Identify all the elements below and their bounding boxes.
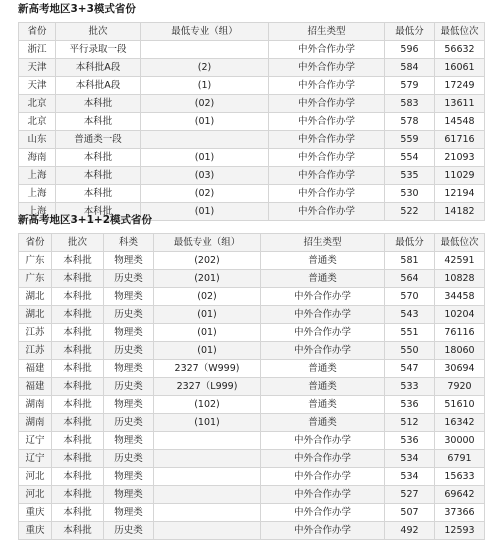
table-cell: 湖北 <box>19 288 52 306</box>
table-cell: 物理类 <box>104 504 154 522</box>
table-cell: 湖南 <box>19 414 52 432</box>
table-cell: 535 <box>385 167 435 185</box>
table-cell: 中外合作办学 <box>261 324 385 342</box>
table-cell: (202) <box>154 252 261 270</box>
table-cell: 本科批 <box>56 113 141 131</box>
table-cell: 578 <box>385 113 435 131</box>
table-cell: 12194 <box>435 185 485 203</box>
table-cell: 530 <box>385 185 435 203</box>
table-cell: 历史类 <box>104 270 154 288</box>
table-cell: 中外合作办学 <box>269 167 385 185</box>
column-header: 最低分 <box>385 23 435 41</box>
table-cell: 570 <box>385 288 435 306</box>
table-cell: 564 <box>385 270 435 288</box>
table-row <box>19 270 485 288</box>
table-cell: 天津 <box>19 59 56 77</box>
table-cell: 559 <box>385 131 435 149</box>
table-cell: (101) <box>154 414 261 432</box>
table-cell: (02) <box>141 185 269 203</box>
table-cell: 596 <box>385 41 435 59</box>
table-cell: 本科批 <box>56 185 141 203</box>
table-cell: 507 <box>385 504 435 522</box>
table-cell: 中外合作办学 <box>261 468 385 486</box>
table-cell: 中外合作办学 <box>269 113 385 131</box>
table-cell <box>154 450 261 468</box>
table-cell: 广东 <box>19 270 52 288</box>
table-cell: 辽宁 <box>19 450 52 468</box>
table-cell: 河北 <box>19 486 52 504</box>
table-header-row <box>19 234 485 252</box>
table-cell: 北京 <box>19 95 56 113</box>
table-cell: 17249 <box>435 77 485 95</box>
table-cell: 30000 <box>435 432 485 450</box>
column-header: 最低专业（组） <box>154 234 261 252</box>
table-cell: 历史类 <box>104 342 154 360</box>
table-cell: 中外合作办学 <box>269 185 385 203</box>
table-cell: 中外合作办学 <box>261 522 385 540</box>
table-row <box>19 504 485 522</box>
table-cell: (2) <box>141 59 269 77</box>
table-cell: 物理类 <box>104 468 154 486</box>
table-cell <box>141 41 269 59</box>
table-cell: (102) <box>154 396 261 414</box>
column-header: 最低分 <box>385 234 435 252</box>
table-cell: 本科批 <box>52 252 104 270</box>
table-row <box>19 432 485 450</box>
table-cell: 上海 <box>19 185 56 203</box>
table-cell: 14548 <box>435 113 485 131</box>
table-cell: 重庆 <box>19 504 52 522</box>
table-cell: 中外合作办学 <box>269 59 385 77</box>
column-header: 批次 <box>52 234 104 252</box>
table-cell: 物理类 <box>104 486 154 504</box>
table-cell: 492 <box>385 522 435 540</box>
table-cell: 536 <box>385 396 435 414</box>
table-cell: (01) <box>154 306 261 324</box>
table-cell: 历史类 <box>104 522 154 540</box>
table-cell: 本科批 <box>52 432 104 450</box>
table-row <box>19 167 485 185</box>
table-cell: 海南 <box>19 149 56 167</box>
table-cell: 56632 <box>435 41 485 59</box>
table-cell: 本科批 <box>52 288 104 306</box>
table-cell: 547 <box>385 360 435 378</box>
table-cell: 中外合作办学 <box>269 95 385 113</box>
table-cell: 历史类 <box>104 450 154 468</box>
table-cell: 581 <box>385 252 435 270</box>
table-cell: 76116 <box>435 324 485 342</box>
table-cell: 512 <box>385 414 435 432</box>
column-header: 招生类型 <box>261 234 385 252</box>
table-cell: 16342 <box>435 414 485 432</box>
table-cell: 重庆 <box>19 522 52 540</box>
table-cell: 普通类 <box>261 414 385 432</box>
table-cell <box>154 486 261 504</box>
table-cell: (02) <box>141 95 269 113</box>
table-cell: 本科批A段 <box>56 77 141 95</box>
table-cell: 本科批 <box>52 486 104 504</box>
table-cell: 中外合作办学 <box>261 450 385 468</box>
table-cell: 中外合作办学 <box>261 342 385 360</box>
table-cell: 12593 <box>435 522 485 540</box>
table-cell: 物理类 <box>104 396 154 414</box>
table-cell: 本科批 <box>52 522 104 540</box>
table-cell: 中外合作办学 <box>269 149 385 167</box>
table2-title: 新高考地区3+1+2模式省份 <box>18 214 153 226</box>
table-cell: 61716 <box>435 131 485 149</box>
table-row <box>19 360 485 378</box>
table-cell: 本科批 <box>52 504 104 522</box>
table-cell: 14182 <box>435 203 485 221</box>
table-cell: (03) <box>141 167 269 185</box>
table-header-row <box>19 23 485 41</box>
table-cell: 普通类 <box>261 360 385 378</box>
table-cell: 16061 <box>435 59 485 77</box>
table-cell: 普通类 <box>261 378 385 396</box>
table-cell: 湖南 <box>19 396 52 414</box>
table-cell: 中外合作办学 <box>261 306 385 324</box>
table-row <box>19 113 485 131</box>
table-cell: 7920 <box>435 378 485 396</box>
table-cell: 湖北 <box>19 306 52 324</box>
table-cell: 中外合作办学 <box>261 486 385 504</box>
table-cell: 普通类一段 <box>56 131 141 149</box>
table-cell: 本科批 <box>52 396 104 414</box>
table-cell: 江苏 <box>19 342 52 360</box>
table-cell: 历史类 <box>104 414 154 432</box>
table-cell <box>154 504 261 522</box>
table-cell: 51610 <box>435 396 485 414</box>
table-3plus1plus2 <box>18 233 485 540</box>
table-cell: 福建 <box>19 360 52 378</box>
table-cell: (01) <box>154 324 261 342</box>
table-row <box>19 378 485 396</box>
column-header: 批次 <box>56 23 141 41</box>
table-cell: 34458 <box>435 288 485 306</box>
column-header: 招生类型 <box>269 23 385 41</box>
table-cell: 13611 <box>435 95 485 113</box>
table-3plus3 <box>18 22 485 221</box>
table-cell: 中外合作办学 <box>261 504 385 522</box>
table-row <box>19 522 485 540</box>
table-cell: 本科批 <box>52 324 104 342</box>
table-row <box>19 450 485 468</box>
table-cell: 42591 <box>435 252 485 270</box>
table-cell: 本科批 <box>56 149 141 167</box>
table-cell: 历史类 <box>104 378 154 396</box>
table-cell: 551 <box>385 324 435 342</box>
column-header: 最低位次 <box>435 23 485 41</box>
table-row <box>19 131 485 149</box>
table-cell: 2327（L999) <box>154 378 261 396</box>
table-cell: (01) <box>141 113 269 131</box>
table-cell: 550 <box>385 342 435 360</box>
table-cell: 554 <box>385 149 435 167</box>
table-cell <box>154 522 261 540</box>
table-cell: 10828 <box>435 270 485 288</box>
table-cell: 583 <box>385 95 435 113</box>
table-cell: 18060 <box>435 342 485 360</box>
table-cell: 物理类 <box>104 288 154 306</box>
table-cell: 本科批A段 <box>56 59 141 77</box>
table-cell: (02) <box>154 288 261 306</box>
table-cell: 本科批 <box>52 468 104 486</box>
table-row <box>19 149 485 167</box>
table-cell: 中外合作办学 <box>261 288 385 306</box>
table-cell: 534 <box>385 450 435 468</box>
table-row <box>19 252 485 270</box>
table-row <box>19 41 485 59</box>
table-row <box>19 306 485 324</box>
table-row <box>19 414 485 432</box>
table-cell: 普通类 <box>261 252 385 270</box>
table-cell: 物理类 <box>104 252 154 270</box>
table-row <box>19 288 485 306</box>
table-cell: 上海 <box>19 203 56 221</box>
table-row <box>19 59 485 77</box>
table-cell: 本科批 <box>56 203 141 221</box>
table-cell: 6791 <box>435 450 485 468</box>
table-row <box>19 396 485 414</box>
table-cell: 21093 <box>435 149 485 167</box>
table-cell: 534 <box>385 468 435 486</box>
table-cell: 本科批 <box>52 360 104 378</box>
table-cell: 527 <box>385 486 435 504</box>
table-cell: 物理类 <box>104 324 154 342</box>
table-cell: 10204 <box>435 306 485 324</box>
column-header: 省份 <box>19 234 52 252</box>
table-row <box>19 95 485 113</box>
column-header: 科类 <box>104 234 154 252</box>
table-cell: 中外合作办学 <box>261 432 385 450</box>
table-row <box>19 342 485 360</box>
table-cell <box>154 468 261 486</box>
table-cell: 普通类 <box>261 396 385 414</box>
table-row <box>19 486 485 504</box>
table-cell: (01) <box>141 149 269 167</box>
table-cell: 37366 <box>435 504 485 522</box>
table-cell: 中外合作办学 <box>269 203 385 221</box>
table-cell: 北京 <box>19 113 56 131</box>
table-cell: 本科批 <box>52 378 104 396</box>
table-cell: 522 <box>385 203 435 221</box>
table-cell: 2327（W999) <box>154 360 261 378</box>
table-cell: 579 <box>385 77 435 95</box>
table-cell: 物理类 <box>104 432 154 450</box>
column-header: 省份 <box>19 23 56 41</box>
table-cell: (01) <box>141 203 269 221</box>
table-cell: 河北 <box>19 468 52 486</box>
table-cell: 本科批 <box>52 342 104 360</box>
table-cell: 536 <box>385 432 435 450</box>
table-cell: 物理类 <box>104 360 154 378</box>
table-cell: 福建 <box>19 378 52 396</box>
table-cell: 533 <box>385 378 435 396</box>
table-cell: 本科批 <box>52 450 104 468</box>
table-cell: 历史类 <box>104 306 154 324</box>
table-cell: 山东 <box>19 131 56 149</box>
table-cell: 中外合作办学 <box>269 131 385 149</box>
table-cell <box>154 432 261 450</box>
table-cell: (201) <box>154 270 261 288</box>
table-cell: 584 <box>385 59 435 77</box>
table-cell: 上海 <box>19 167 56 185</box>
table-row <box>19 77 485 95</box>
table-cell: 江苏 <box>19 324 52 342</box>
table-row <box>19 185 485 203</box>
table-cell: 天津 <box>19 77 56 95</box>
column-header: 最低专业（组） <box>141 23 269 41</box>
table-cell: 辽宁 <box>19 432 52 450</box>
column-header: 最低位次 <box>435 234 485 252</box>
table-cell: 本科批 <box>56 95 141 113</box>
table-cell: 本科批 <box>52 306 104 324</box>
table-cell: 本科批 <box>56 167 141 185</box>
table-cell: 平行录取一段 <box>56 41 141 59</box>
table1-title: 新高考地区3+3模式省份 <box>18 3 136 15</box>
table-cell: 543 <box>385 306 435 324</box>
table-cell: 69642 <box>435 486 485 504</box>
table-cell: 广东 <box>19 252 52 270</box>
table-row <box>19 324 485 342</box>
table-cell: 30694 <box>435 360 485 378</box>
table-row <box>19 468 485 486</box>
table-cell: 本科批 <box>52 414 104 432</box>
table-cell: 中外合作办学 <box>269 41 385 59</box>
table-cell: 本科批 <box>52 270 104 288</box>
table-cell: 中外合作办学 <box>269 77 385 95</box>
table-cell: 普通类 <box>261 270 385 288</box>
table-cell <box>141 131 269 149</box>
table-cell: 11029 <box>435 167 485 185</box>
table-cell: (1) <box>141 77 269 95</box>
table-cell: 浙江 <box>19 41 56 59</box>
table-cell: 15633 <box>435 468 485 486</box>
table-cell: (01) <box>154 342 261 360</box>
